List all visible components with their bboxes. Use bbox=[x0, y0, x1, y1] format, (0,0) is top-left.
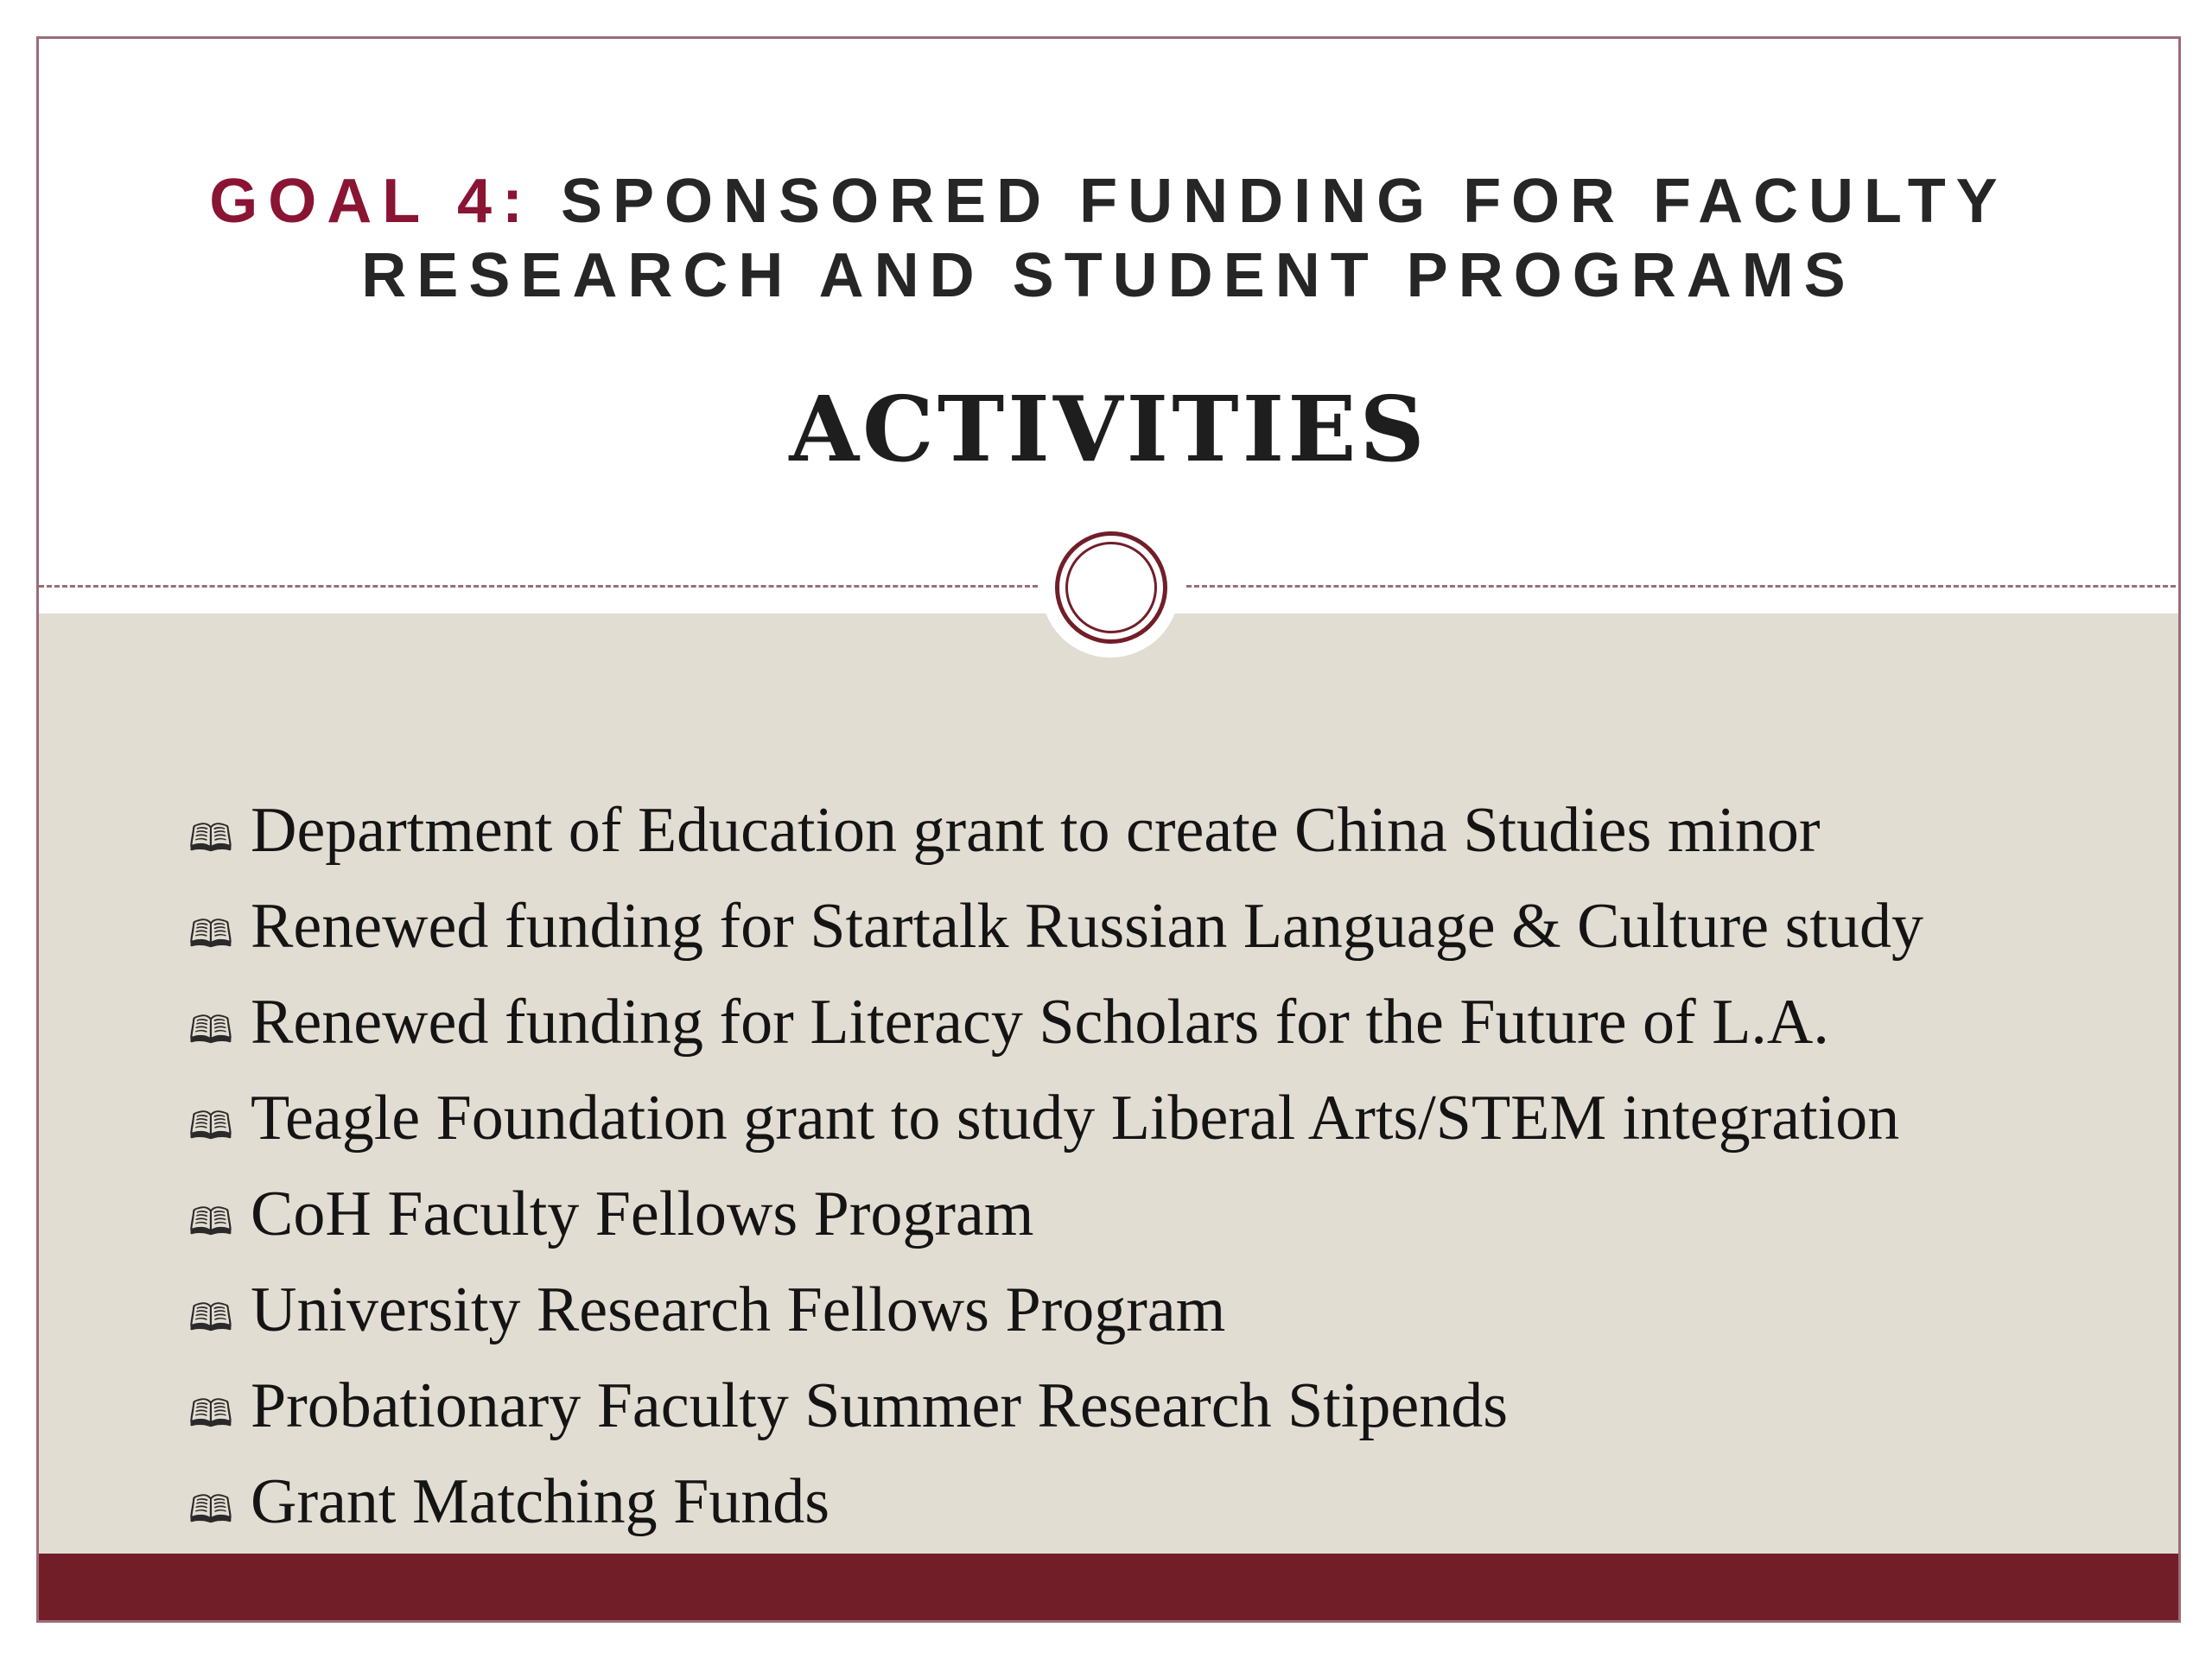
footer-bar bbox=[39, 1554, 2178, 1623]
activity-item bbox=[188, 1268, 2063, 1360]
activity-text: Grant Matching Funds bbox=[251, 1466, 830, 1537]
open-book-icon: 🕮 bbox=[188, 1296, 233, 1340]
divider-line-left bbox=[39, 585, 1038, 588]
divider-line-right bbox=[1186, 585, 2181, 588]
open-book-icon: 🕮 bbox=[188, 1392, 233, 1436]
activity-text: University Research Fellows Program bbox=[251, 1274, 1226, 1345]
activity-item bbox=[188, 1364, 2063, 1456]
open-book-icon: 🕮 bbox=[188, 1200, 233, 1244]
activity-item bbox=[188, 1460, 2063, 1552]
open-book-icon: 🕮 bbox=[188, 912, 233, 957]
activity-item bbox=[188, 789, 2063, 880]
activity-item bbox=[188, 885, 2063, 976]
activity-list bbox=[188, 789, 2063, 1623]
slide-frame bbox=[36, 36, 2181, 1623]
activity-text: CoH Faculty Fellows Program bbox=[251, 1179, 1034, 1249]
title-goal-prefix: GOAL 4: bbox=[209, 167, 533, 236]
activity-item bbox=[188, 1173, 2063, 1264]
activity-item bbox=[188, 981, 2063, 1072]
slide-title bbox=[39, 164, 2178, 313]
activity-text: Renewed funding for Literacy Scholars for the Future of L.A. bbox=[251, 987, 1829, 1058]
open-book-icon: 🕮 bbox=[188, 1488, 233, 1532]
activity-text: Probationary Faculty Summer Research Stipends bbox=[251, 1370, 1509, 1441]
activity-text: Renewed funding for Startalk Russian Language & Culture study bbox=[251, 891, 1923, 962]
slide-subtitle: ACTIVITIES bbox=[789, 376, 1428, 482]
activity-text: Department of Education grant to create China Studies minor bbox=[251, 795, 1821, 866]
open-book-icon: 🕮 bbox=[188, 1104, 233, 1148]
title-main-text: SPONSORED FUNDING FOR FACULTY RESEARCH AND STUDENT PROGRAMS bbox=[361, 167, 2008, 310]
open-book-icon: 🕮 bbox=[188, 817, 233, 861]
open-book-icon: 🕮 bbox=[188, 1008, 233, 1052]
activity-item bbox=[188, 1077, 2063, 1168]
activity-text: Teagle Foundation grant to study Liberal Arts/STEM integration bbox=[251, 1083, 1900, 1154]
medallion-inner-ring bbox=[1065, 542, 1157, 633]
